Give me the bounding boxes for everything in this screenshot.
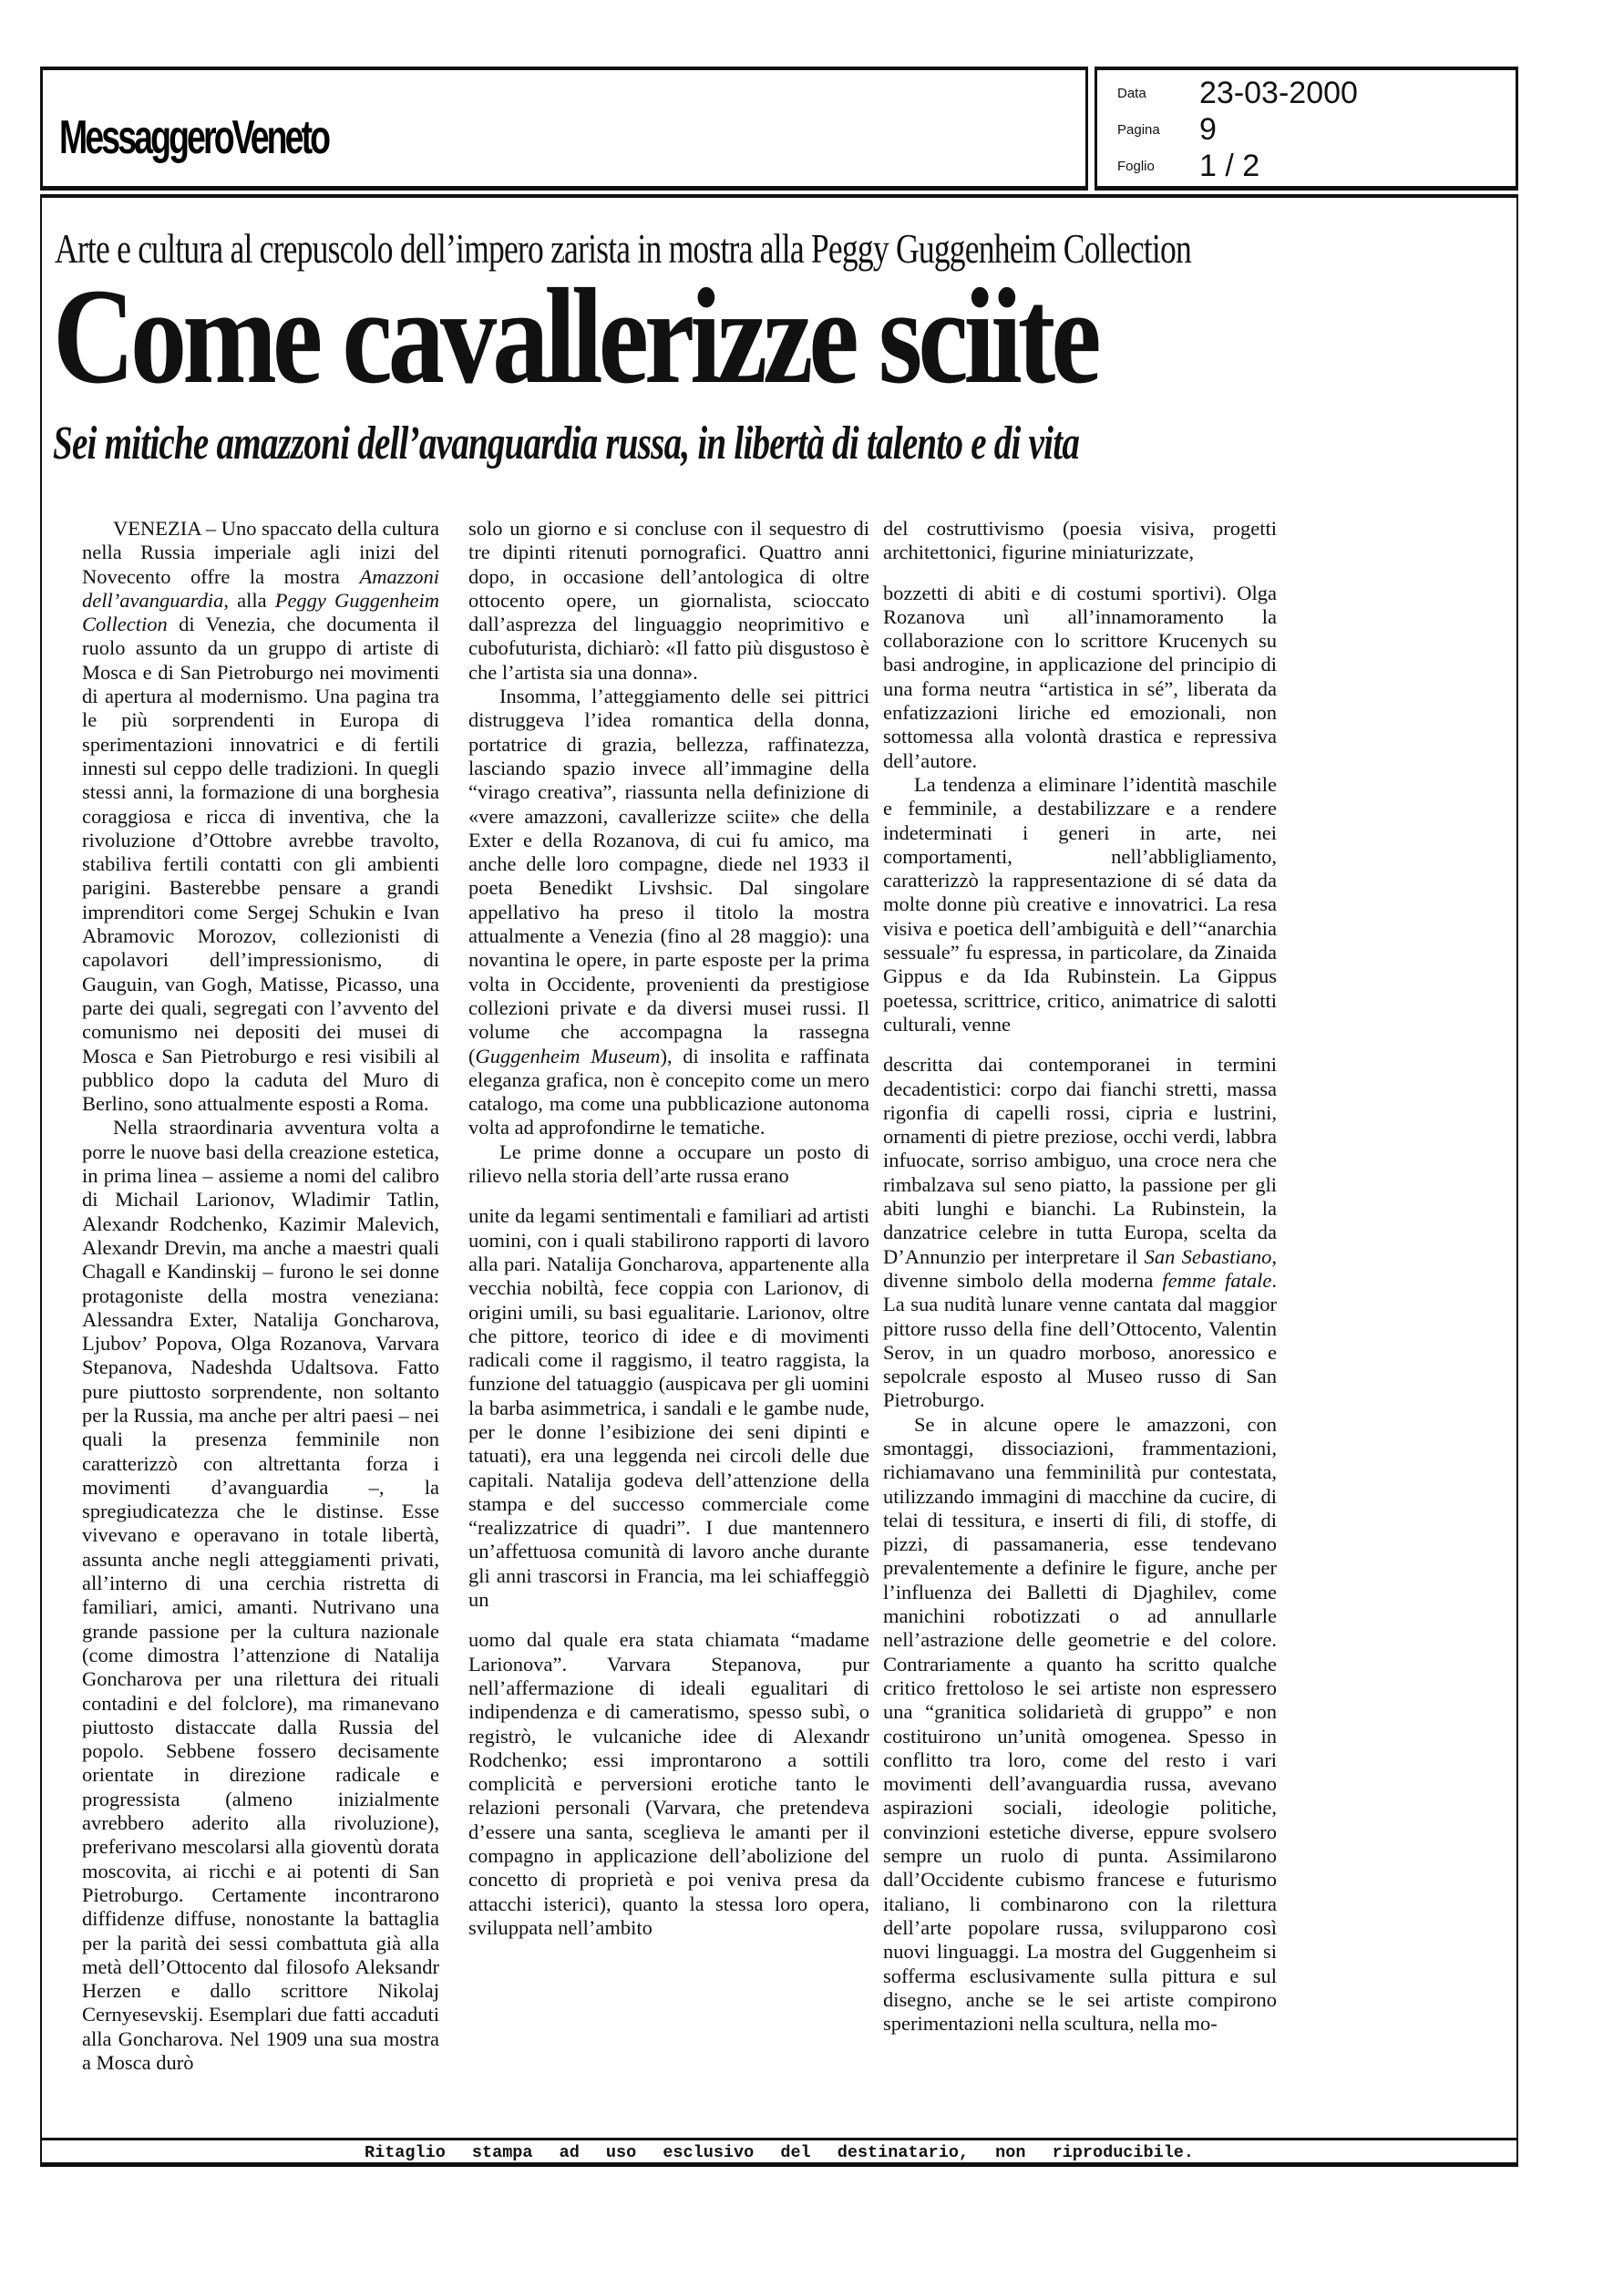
clipping-footer [40, 2138, 1518, 2167]
italic-text: San Sebastiano [1144, 1244, 1272, 1268]
paragraph-text: solo un giorno e si concluse con il sequestro di tre dipinti ritenuti pornografici. Quattro anni dopo, in occasione dell’antologica di oltre ottocento opere, un giornalista, scioccato dall’asprezza del linguaggio neoprimitivo e cubofuturista, dichiarò: «Il fatto più disgustoso è che l’artista sia una donna». [468, 517, 869, 684]
article-paragraph [883, 1413, 1277, 2037]
footer-notice: Ritaglio stampa ad uso esclusivo del destinatario, non riproducibile. [364, 2143, 1195, 2162]
article-column-3 [883, 517, 1277, 2036]
sheet-value: 1 / 2 [1199, 149, 1260, 183]
article-title: Come cavallerizze sciite [53, 261, 1097, 412]
article-paragraph [883, 517, 1277, 565]
column-gap [883, 565, 1277, 582]
paragraph-text: Insomma, l’atteggiamento delle sei pittrici distruggeva l’idea romantica della donna, portatrice di grazia, bellezza, raffinatezza, lasciando spazio invece all’immagine della “virago creativa”, riassunta nella definizione di «vere amazzoni, cavallerizze sciite» che della Exter e della Rozanova, di cui fu amico, ma anche delle loro compagne, diede nel 1933 il poeta Benedikt Livshsic. Dal singolare appellativo ha preso il titolo la mostra attualmente a Venezia (fino al 28 maggio): una novantina le opere, in parte esposte per la prima volta in Occidente, provenienti da prestigiose collezioni private e da diversi musei russi. Il volume che accompagna la rassegna ( [468, 685, 869, 1067]
column-gap [468, 1188, 869, 1204]
info-row-page [1117, 112, 1217, 148]
italic-text: Guggenheim Museum [475, 1044, 661, 1067]
column-gap [883, 1036, 1277, 1053]
article-subtitle: Sei mitiche amazzoni dell’avanguardia russa, in libertà di talento e di vita [53, 418, 1080, 469]
article-paragraph [468, 1204, 869, 1612]
info-row-sheet [1117, 149, 1259, 184]
article-paragraph [883, 773, 1277, 1036]
paragraph-text: Nella straordinaria avventura volta a porre le nuove basi della creazione estetica, in prima linea – assieme a nomi del calibro di Michail Larionov, Wladimir Tatlin, Alexandr Rodchenko, Kazimir Malevich, Alexandr Drevin, ma anche a maestri quali Chagall e Kandinskij – furono le sei donne protagoniste della mostra veneziana: Alessandra Exter, Natalija Goncharova, Ljubov’ Popova, Olga Rozanova, Varvara Stepanova, Nadeshda Udaltsova. Fatto pure piuttosto sorprendente, non soltanto per la Russia, ma anche per altri paesi – nei quali la presenza femminile non caratterizzò con altrettanta forza i movimenti d’avanguardia –, la spregiudicatezza che le distinse. Esse vivevano e operavano in totale libertà, assunta anche negli atteggiamenti privati, all’interno di una cerchia ristretta di familiari, amici, amanti. Nutrivano una grande passione per la cultura nazionale (come dimostra l’attenzione di Natalija Goncharova per una rilettura dei rituali contadini e del folclore), ma rimanevano piuttosto distaccate dalla Russia del popolo. Sebbene fossero decisamente orientate in direzione radicale e progressista (almeno inizialmente avrebbero aderito alla rivoluzione), preferivano mescolarsi alla gioventù dorata moscovita, ai ricchi e ai potenti di San Pietroburgo. Certamente incontrarono diffidenze diffuse, nonostante la battaglia per la parità dei sessi combattuta già alla metà dell’Ottocento dal filosofo Aleksandr Herzen e dallo scrittore Nikolaj Cernyesevskij. Esemplari due fatti accaduti alla Goncharova. Nel 1909 una sua mostra a Mosca durò [82, 1116, 439, 2074]
paragraph-text: Se in alcune opere le amazzoni, con smontaggi, dissociazioni, frammentazioni, richiamavano una femminilità pur contestata, utilizzando immagini di macchine da cucire, di telai di tessitura, e inserti di fili, di stoffe, di pizzi, di passamaneria, esse tendevano prevalentemente a definire le figure, anche per l’influenza dei Balletti di Djaghilev, come manichini robotizzati o ad annullarle nell’astrazione delle geometrie e del colore. Contrariamente a quanto ha scritto qualche critico frettoloso le sei artiste non espressero una “granitica solidarietà di gruppo” e non costituirono un’unità omogenea. Spesso in conflitto tra loro, come del resto i vari movimenti dell’avanguardia russa, avevano aspirazioni sociali, ideologie politiche, convinzioni estetiche diverse, eppure svolsero sempre un ruolo di punta. Assimilarono dall’Occidente cubismo francese e futurismo italiano, li combinarono con la rilettura dell’arte popolare russa, svilupparono così nuovi linguaggi. La mostra del Guggenheim si sofferma esclusivamente sulla pittura e sul disegno, anche se le sei artiste compirono sperimentazioni nella scultura, nella mo- [883, 1412, 1277, 2036]
paragraph-text: . La sua nudità lunare venne cantata dal maggior pittore russo della fine dell’Ottocento, Valentin Serov, in un quadro morboso, anoressico e sepolcrale esposto al Museo russo di San Pietroburgo. [883, 1268, 1277, 1412]
paragraph-text: , divenne simbolo della moderna [883, 1244, 1277, 1292]
date-label: Data [1117, 86, 1146, 101]
paragraph-text: del costruttivismo (poesia visiva, progetti architettonici, figurine miniaturizzate, [883, 517, 1277, 564]
paragraph-text: ), di insolita e raffinata eleganza grafica, non è concepito come un mero catalogo, ma come una pubblicazione autonoma volta ad approfondirne le tematiche. [468, 1044, 869, 1140]
article-paragraph [883, 1053, 1277, 1412]
article-kicker: Arte e cultura al crepuscolo dell’impero zarista in mostra alla Peggy Guggenheim Collection [55, 226, 1191, 272]
article-paragraph [468, 1628, 869, 1940]
italic-text: Amazzoni dell’avanguardia [82, 564, 439, 612]
paragraph-text: La tendenza a eliminare l’identità maschile e femminile, a destabilizzare e a rendere indeterminati i generi in arte, nei comportamenti, nell’abbligliamento, caratterizzò la rappresentazione di sé data da molte donne più creative e innovatrici. La resa visiva e poetica dell’ambiguità e dell’“anarchia sessuale” fu espressa, in particolare, da Zinaida Gippus e da Ida Rubinstein. La Gippus poetessa, scrittrice, critico, animatrice di salotti culturali, venne [883, 772, 1277, 1036]
paragraph-text: uomo dal quale era stata chiamata “madame Larionova”. Varvara Stepanova, pur nell’affermazione di ideali egualitari di indipendenza e di cameratismo, spesso subì, o registrò, le vulcaniche idee di Alexandr Rodchenko; essi improntarono a sottili complicità e perversioni erotiche tanto le relazioni personali (Varvara, che pretendeva d’essere una santa, sceglieva le amanti per il compagno in applicazione dell’abolizione del concetto di proprietà e poi veniva presa da attacchi isterici), quanto la stessa loro opera, sviluppata nell’ambito [468, 1628, 869, 1939]
paragraph-text: bozzetti di abiti e di costumi sportivi). Olga Rozanova unì all’innamoramento la collaborazione con lo scrittore Krucenych su basi androgine, in applicazione del principio di una forma neutra “artistica in sé”, liberata da enfatizzazioni liriche ed emozionali, non sottomessa alla volontà drastica e repressiva dell’autore. [883, 581, 1277, 772]
paragraph-text: unite da legami sentimentali e familiari ad artisti uomini, con i quali stabilirono rapporti di lavoro alla pari. Natalija Goncharova, appartenente alla vecchia nobiltà, fece coppia con Larionov, di origini umili, su basi egualitarie. Larionov, oltre che pittore, teorico di idee e di movimenti radicali come il raggismo, il teatro raggista, la funzione del tatuaggio (auspicava per gli uomini la barba asimmetrica, i sandali e le gambe nude, per le donne l’esibizione dei seni dipinti e tatuati), era una leggenda nei circoli delle due capitali. Natalija godeva dell’attenzione della stampa e del successo commerciale come “realizzatrice di quadri”. I due mantennero un’affettuosa comunità di lavoro anche durante gli anni trascorsi in Francia, ma lei schiaffeggiò un [468, 1204, 869, 1612]
page-label: Pagina [1117, 122, 1160, 138]
article-column-2 [468, 517, 869, 1940]
article-paragraph [468, 685, 869, 1140]
article-paragraph [468, 1140, 869, 1189]
date-value: 23-03-2000 [1199, 76, 1358, 110]
paragraph-text: descritta dai contemporanei in termini decadentistici: corpo dai fianchi stretti, massa rigonfia di capelli rossi, cipria e lustrini, ornamenti di pietre preziose, occhi verdi, labbra infuocate, sorriso ambiguo, una croce nera che rimbalzava sul seno piatto, la passione per gli abiti lunghi e bianchi. La Rubinstein, la danzatrice celebre in tutta Europa, scelta da D’Annunzio per interpretare il [883, 1053, 1277, 1268]
paragraph-text: VENEZIA – Uno spaccato della cultura nella Russia imperiale agli inizi del Novecento offre la mostra [82, 517, 440, 588]
masthead-box [40, 67, 1088, 191]
article [40, 194, 1518, 2145]
italic-text: femme fatale [1162, 1268, 1272, 1292]
paragraph-text: di Venezia, che documenta il ruolo assunto da un gruppo di artiste di Mosca e di San Pietroburgo nei movimenti di apertura al modernismo. Una pagina tra le più sorprendenti in Europa di sperimentazioni innovatrici e di fertili innesti sul ceppo delle tradizioni. In quegli stessi anni, la formazione di una borghesia coraggiosa e ricca di inventiva, che la rivoluzione d’Ottobre avrebbe travolto, stabiliva fertili contatti con gli ambienti parigini. Basterebbe pensare a grandi imprenditori come Sergej Schukin e Ivan Abramovic Morozov, collezionisti di capolavori dell’impressionismo, di Gauguin, van Gogh, Matisse, Picasso, una parte dei quali, segregati con l’avvento del comunismo nei depositi dei musei di Mosca e San Pietroburgo e resi visibili al pubblico dopo la caduta del Muro di Berlino, sono attualmente esposti a Roma. [82, 613, 439, 1116]
info-row-date [1117, 76, 1358, 111]
article-column-1 [82, 517, 439, 2075]
article-paragraph [82, 517, 439, 1116]
page-value: 9 [1199, 112, 1217, 147]
article-paragraph [468, 517, 869, 685]
column-gap [468, 1612, 869, 1628]
paragraph-text: Le prime donne a occupare un posto di rilievo nella storia dell’arte russa erano [468, 1140, 869, 1188]
newspaper-logo: MessaggeroVeneto [59, 111, 329, 164]
sheet-label: Foglio [1117, 159, 1155, 174]
paragraph-text: , alla [223, 588, 275, 612]
article-paragraph [883, 582, 1277, 773]
clipping-info-box [1095, 67, 1518, 191]
article-paragraph [82, 1116, 439, 2075]
italic-text: Peggy Guggenheim Collection [82, 588, 439, 636]
